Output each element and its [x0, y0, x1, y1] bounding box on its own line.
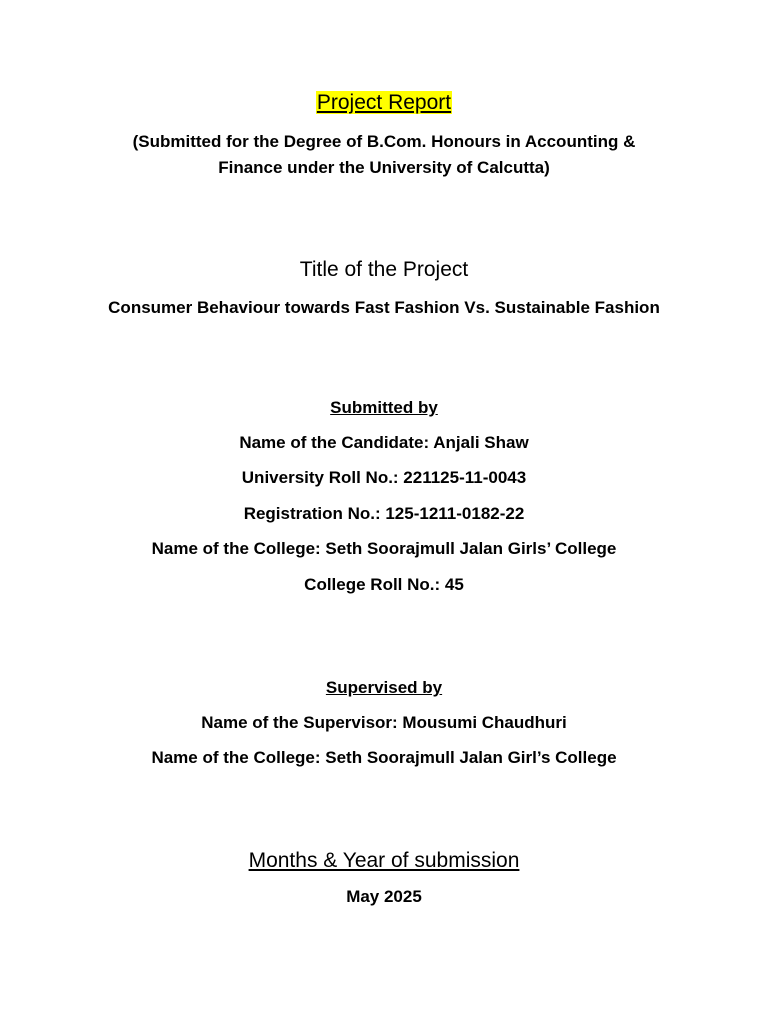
university-roll-number: University Roll No.: 221125-11-0043	[241, 468, 527, 487]
supervisor-college: Name of the College: Seth Soorajmull Jalan Girl’s College	[151, 748, 617, 767]
degree-line-1: (Submitted for the Degree of B.Com. Honours in Accounting &	[132, 132, 636, 151]
submission-heading: Months & Year of submission	[248, 849, 520, 872]
registration-number: Registration No.: 125-1211-0182-22	[243, 504, 525, 523]
supervisor-name: Name of the Supervisor: Mousumi Chaudhuri	[201, 713, 567, 732]
submitted-by-heading: Submitted by	[330, 398, 438, 417]
degree-line-2: Finance under the University of Calcutta)	[218, 158, 550, 177]
candidate-college: Name of the College: Seth Soorajmull Jalan Girls’ College	[151, 539, 617, 558]
college-roll-number: College Roll No.: 45	[304, 575, 464, 594]
submission-date: May 2025	[346, 887, 422, 906]
project-title: Consumer Behaviour towards Fast Fashion Vs. Sustainable Fashion	[108, 298, 660, 317]
supervised-by-heading: Supervised by	[325, 678, 443, 697]
candidate-name: Name of the Candidate: Anjali Shaw	[239, 433, 529, 452]
project-heading: Title of the Project	[299, 258, 469, 281]
report-title	[0, 88, 768, 118]
report-title-text: Project Report	[316, 91, 452, 114]
